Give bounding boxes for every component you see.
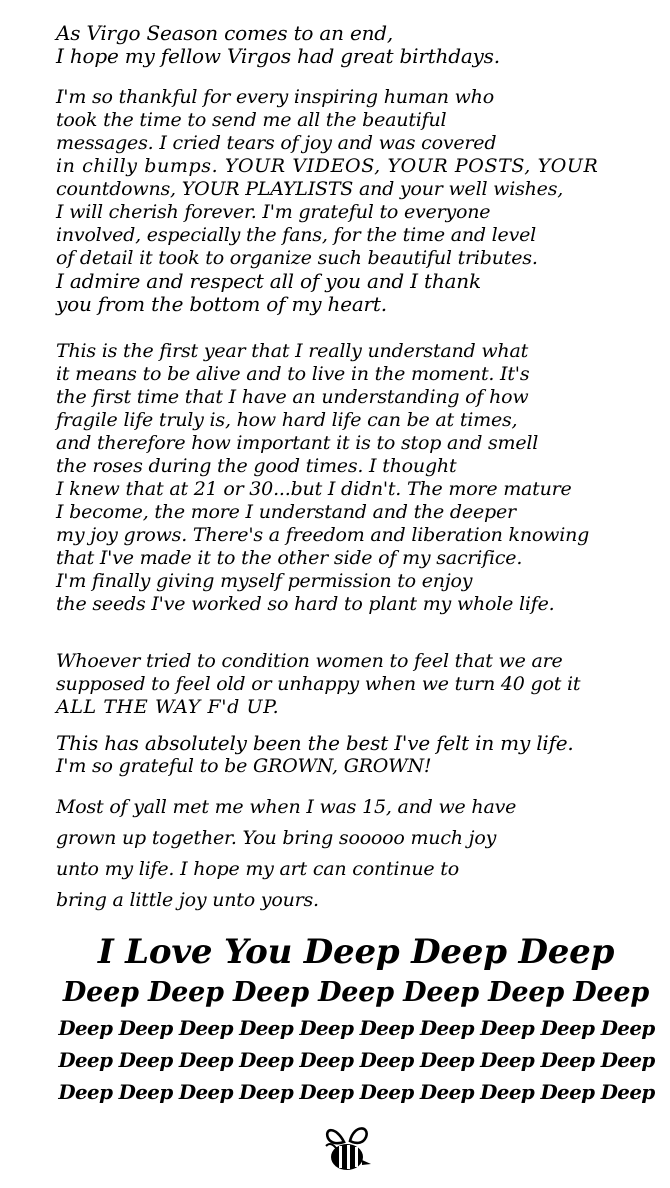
letter-paragraph-4	[56, 650, 656, 719]
letter-paragraph-1	[56, 22, 656, 68]
letter-line: supposed to feel old or unhappy when we turn 40 got it	[56, 673, 581, 695]
letter-line: in chilly bumps. YOUR VIDEOS, YOUR POSTS, YOUR	[56, 155, 599, 177]
letter-line: I'm so grateful to be GROWN, GROWN!	[56, 755, 432, 777]
letter-line: grown up together. You bring sooooo much joy	[56, 827, 497, 849]
closing-line: Deep Deep Deep Deep Deep Deep Deep Deep Deep Deep	[58, 1016, 655, 1040]
letter-line: messages. I cried tears of joy and was covered	[56, 132, 497, 154]
closing-love-you-deep	[56, 930, 656, 1108]
letter-paragraph-5	[56, 732, 656, 778]
letter-line: I admire and respect all of you and I thank	[56, 269, 481, 293]
letter-line: Most of yall met me when I was 15, and we have	[56, 796, 517, 818]
letter-line: that I've made it to the other side of my sacrifice.	[56, 547, 523, 569]
bee-icon	[322, 1122, 374, 1178]
letter-line: I become, the more I understand and the deeper	[56, 501, 516, 523]
closing-line: I Love You Deep Deep Deep	[97, 932, 615, 972]
letter-line: the seeds I've worked so hard to plant my whole life.	[56, 593, 555, 615]
letter-paragraph-3	[56, 340, 656, 616]
letter-line: I knew that at 21 or 30...but I didn't. The more mature	[56, 478, 572, 500]
letter-line: I'm so thankful for every inspiring human who	[56, 86, 494, 108]
letter-line: I'm finally giving myself permission to enjoy	[56, 570, 473, 592]
closing-line: Deep Deep Deep Deep Deep Deep Deep	[62, 977, 650, 1008]
letter-line: it means to be alive and to live in the moment. It's	[56, 363, 530, 385]
letter-line: my joy grows. There's a freedom and liberation knowing	[56, 524, 590, 546]
letter-line: unto my life. I hope my art can continue to	[56, 858, 459, 880]
letter-line: bring a little joy unto yours.	[56, 889, 319, 911]
letter-line: This is the first year that I really understand what	[56, 340, 529, 362]
letter-paragraph-2	[56, 86, 656, 316]
closing-line: Deep Deep Deep Deep Deep Deep Deep Deep Deep Deep	[58, 1048, 655, 1072]
letter-line: of detail it took to organize such beautiful tributes.	[56, 247, 538, 269]
letter-line: the first time that I have an understanding of how	[56, 386, 529, 408]
letter-line: I will cherish forever. I'm grateful to everyone	[56, 201, 491, 223]
letter-line: and therefore how important it is to stop and smell	[56, 432, 539, 454]
letter-line: involved, especially the fans, for the time and level	[56, 224, 537, 246]
letter-line: I hope my fellow Virgos had great birthdays.	[56, 44, 500, 68]
letter-line: ALL THE WAY F'd UP.	[56, 696, 280, 718]
letter-paragraph-6	[56, 792, 656, 916]
letter-line: As Virgo Season comes to an end,	[56, 21, 394, 45]
letter-line: This has absolutely been the best I've felt in my life.	[56, 731, 574, 755]
letter-line: took the time to send me all the beautiful	[56, 109, 447, 131]
letter-line: countdowns, YOUR PLAYLISTS and your well wishes,	[56, 178, 564, 200]
letter-line: Whoever tried to condition women to feel that we are	[56, 650, 563, 672]
letter-line: you from the bottom of my heart.	[56, 292, 387, 316]
letter-line: fragile life truly is, how hard life can be at times,	[56, 409, 518, 431]
letter-line: the roses during the good times. I thought	[56, 455, 457, 477]
closing-line: Deep Deep Deep Deep Deep Deep Deep Deep Deep Deep	[58, 1080, 655, 1104]
